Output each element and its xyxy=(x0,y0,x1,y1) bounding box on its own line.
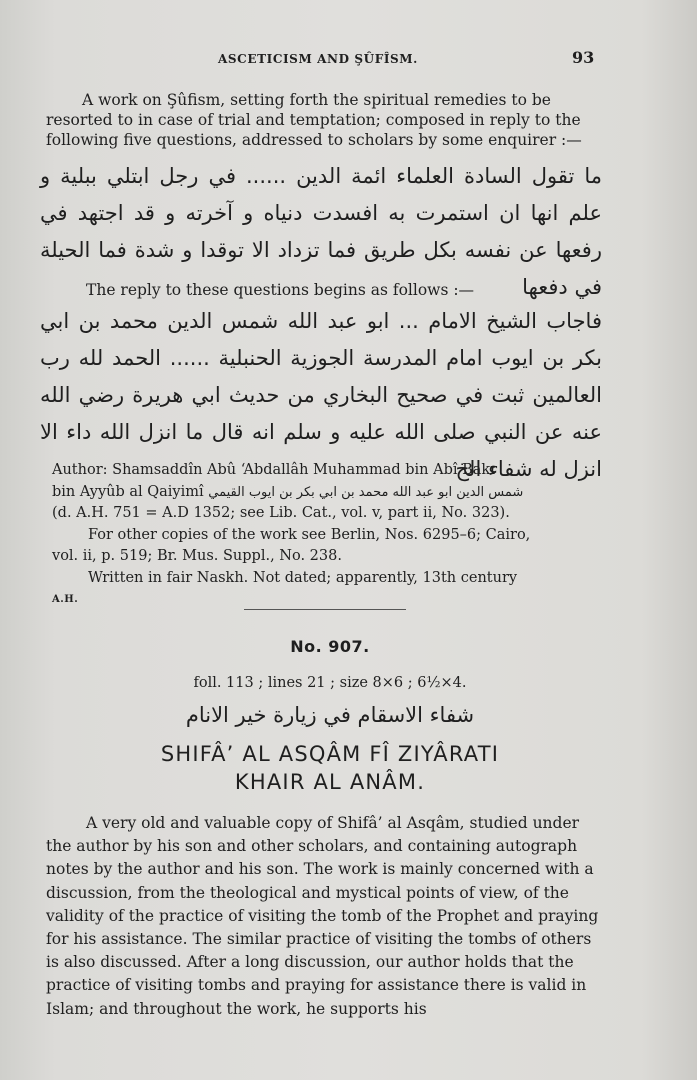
entry-description-text: A very old and valuable copy of Shifâ’ al Asqâm, studied under the author by his son and other scholars, and containing autograph notes by the author and his son. The work is mainly concerned with a discussion, from the theological and mystical points of view, of the validity of the practice of visiting the tomb of the Prophet and praying for his assistance. The similar practice of visiting the tombs of others is also discussed. After a long discussion, our author holds that the practice of visiting tombs and praying for assistance there is valid in Islam; and throughout the work, he supports his xyxy=(46,814,599,1018)
reply-intro-paragraph xyxy=(46,280,606,300)
other-copies: For other copies of the work see Berlin, Nos. 6295–6; Cairo, xyxy=(88,526,531,543)
script-note: Written in fair Naskh. Not dated; apparently, 13th century xyxy=(88,569,518,586)
running-header: ASCETICISM AND ŞÛFÎSM. xyxy=(218,52,418,66)
reply-intro-text: The reply to these questions begins as follows :— xyxy=(86,281,475,299)
page-number: 93 xyxy=(572,48,595,67)
entry-title-line-2: KHAIR AL ANÂM. xyxy=(234,770,426,794)
arabic-reply: فاجاب الشيخ الامام ... ابو عبد الله شمس الدين محمد بن ابي بكر بن ايوب امام المدرسة الجوزية الحنبلية ...... الحمد لله رب العالمين ثبت في صحيح البخاري من حديث ابي هريرة رضي الله عنه عن النبي صلى الله عليه و سلم انه قال ما انزل الله داء الا انزل له شفاء الخ xyxy=(40,309,602,481)
folio-info: foll. 113 ; lines 21 ; size 8×6 ; 6½×4. xyxy=(193,675,467,691)
entry-intro-text: A work on Şûfism, setting forth the spiritual remedies to be resorted to in case of trial and temptation; composed in reply to the following five questions, addressed to scholars by some enquirer :— xyxy=(46,91,582,149)
author-arabic-name: شمس الدين ابو عبد الله محمد بن ابي بكر بن ايوب القيمي xyxy=(208,484,524,500)
author-line-2: bin Ayyûb al Qaiyimî شمس الدين ابو عبد الله محمد بن ابي بكر بن ايوب القيمي xyxy=(52,483,524,500)
section-divider xyxy=(244,609,406,610)
ah-abbreviation: A.H. xyxy=(52,594,79,605)
author-dates: (d. A.H. 751 = A.D 1352; see Lib. Cat., vol. v, part ii, No. 323). xyxy=(52,505,510,521)
entry-intro-paragraph xyxy=(46,90,606,150)
arabic-question: ما تقول السادة العلماء ائمة الدين ...... في رجل ابتلي ببلية و علم انها ان استمرت به افسدت دنياه و آخرته و قد اجتهد في رفعها عن نفسه بكل طريق فما تزداد الا توقدا و شدة فما الحيلة في دفعها xyxy=(40,164,602,299)
entry-title-line-1: SHIFÂ’ AL ASQÂM FÎ ZIYÂRATI xyxy=(160,742,500,766)
author-line: Author: Shamsaddîn Abû ‘Abdallâh Muhammad bin Abî Bakr xyxy=(52,462,498,478)
author-block xyxy=(52,460,602,589)
entry-number: No. 907. xyxy=(290,637,370,656)
arabic-title: شفاء الاسقام في زيارة خير الانام xyxy=(185,703,475,727)
other-copies-2: vol. ii, p. 519; Br. Mus. Suppl., No. 238. xyxy=(52,548,342,564)
entry-description xyxy=(46,812,606,1021)
